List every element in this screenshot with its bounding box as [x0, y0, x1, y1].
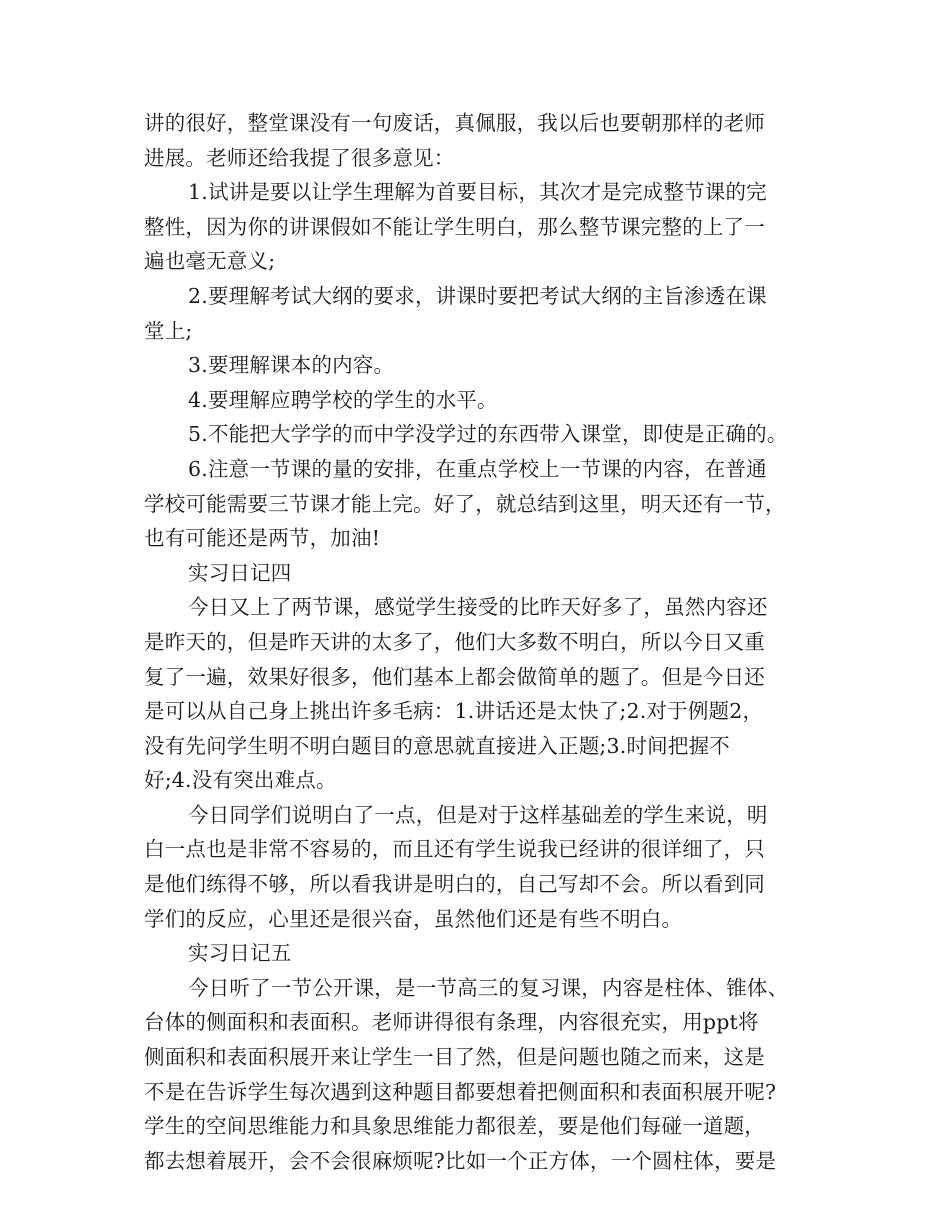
- document-body: [144, 106, 808, 1178]
- text-line: 学校可能需要三节课才能上完。好了，就总结到这里，明天还有一节，: [144, 491, 786, 516]
- text-line: 没有先问学生明不明白题目的意思就直接进入正题;3.时间把握不: [144, 733, 730, 758]
- text-line: 都去想着展开，会不会很麻烦呢?比如一个正方体，一个圆柱体，要是: [144, 1148, 777, 1173]
- text-line: 是可以从自己身上挑出许多毛病：1.讲话还是太快了;2.对于例题2，: [144, 699, 764, 724]
- text-line: 不是在告诉学生每次遇到这种题目都要想着把侧面积和表面积展开呢?: [144, 1079, 777, 1104]
- text-line: 5.不能把大学学的而中学没学过的东西带入课堂，即使是正确的。: [188, 422, 788, 447]
- text-line: 整性，因为你的讲课假如不能让学生明白，那么整节课完整的上了一: [144, 214, 765, 239]
- text-line: 今日听了一节公开课，是一节高三的复习课，内容是柱体、锥体、: [188, 975, 789, 1000]
- text-line: 是昨天的，但是昨天讲的太多了，他们大多数不明白，所以今日又重: [144, 629, 765, 654]
- text-line: 4.要理解应聘学校的学生的水平。: [188, 387, 498, 412]
- text-line: 也有可能还是两节，加油!: [144, 526, 381, 551]
- text-line: 实习日记四: [188, 560, 292, 585]
- text-line: 1.试讲是要以让学生理解为首要目标，其次才是完成整节课的完: [188, 180, 767, 205]
- text-line: 台体的侧面积和表面积。老师讲得很有条理，内容很充实，用ppt将: [144, 1010, 759, 1035]
- text-line: 2.要理解考试大纲的要求，讲课时要把考试大纲的主旨渗透在课: [188, 283, 767, 308]
- text-line: 3.要理解课本的内容。: [188, 353, 395, 378]
- text-line: 白一点也是非常不容易的，而且还有学生说我已经讲的很详细了，只: [144, 837, 765, 862]
- text-line: 侧面积和表面积展开来让学生一目了然，但是问题也随之而来，这是: [144, 1045, 765, 1070]
- text-line: 好;4.没有突出难点。: [144, 768, 337, 793]
- text-line: 学们的反应，心里还是很兴奋，虽然他们还是有些不明白。: [144, 906, 683, 931]
- text-line: 今日又上了两节课，感觉学生接受的比昨天好多了，虽然内容还: [188, 595, 768, 620]
- text-line: 进展。老师还给我提了很多意见：: [144, 145, 455, 170]
- text-line: 遍也毫无意义;: [144, 249, 276, 274]
- text-line: 堂上;: [144, 318, 193, 343]
- text-line: 是他们练得不够，所以看我讲是明白的，自己写却不会。所以看到同: [144, 872, 765, 897]
- text-line: 6.注意一节课的量的安排，在重点学校上一节课的内容，在普通: [188, 456, 767, 481]
- text-line: 学生的空间思维能力和具象思维能力都很差，要是他们每碰一道题，: [144, 1114, 765, 1139]
- text-line: 复了一遍，效果好很多，他们基本上都会做简单的题了。但是今日还: [144, 664, 765, 689]
- text-line: 讲的很好，整堂课没有一句废话，真佩服，我以后也要朝那样的老师: [144, 111, 765, 135]
- text-line: 实习日记五: [188, 941, 292, 966]
- text-line: 今日同学们说明白了一点，但是对于这样基础差的学生来说，明: [188, 802, 768, 827]
